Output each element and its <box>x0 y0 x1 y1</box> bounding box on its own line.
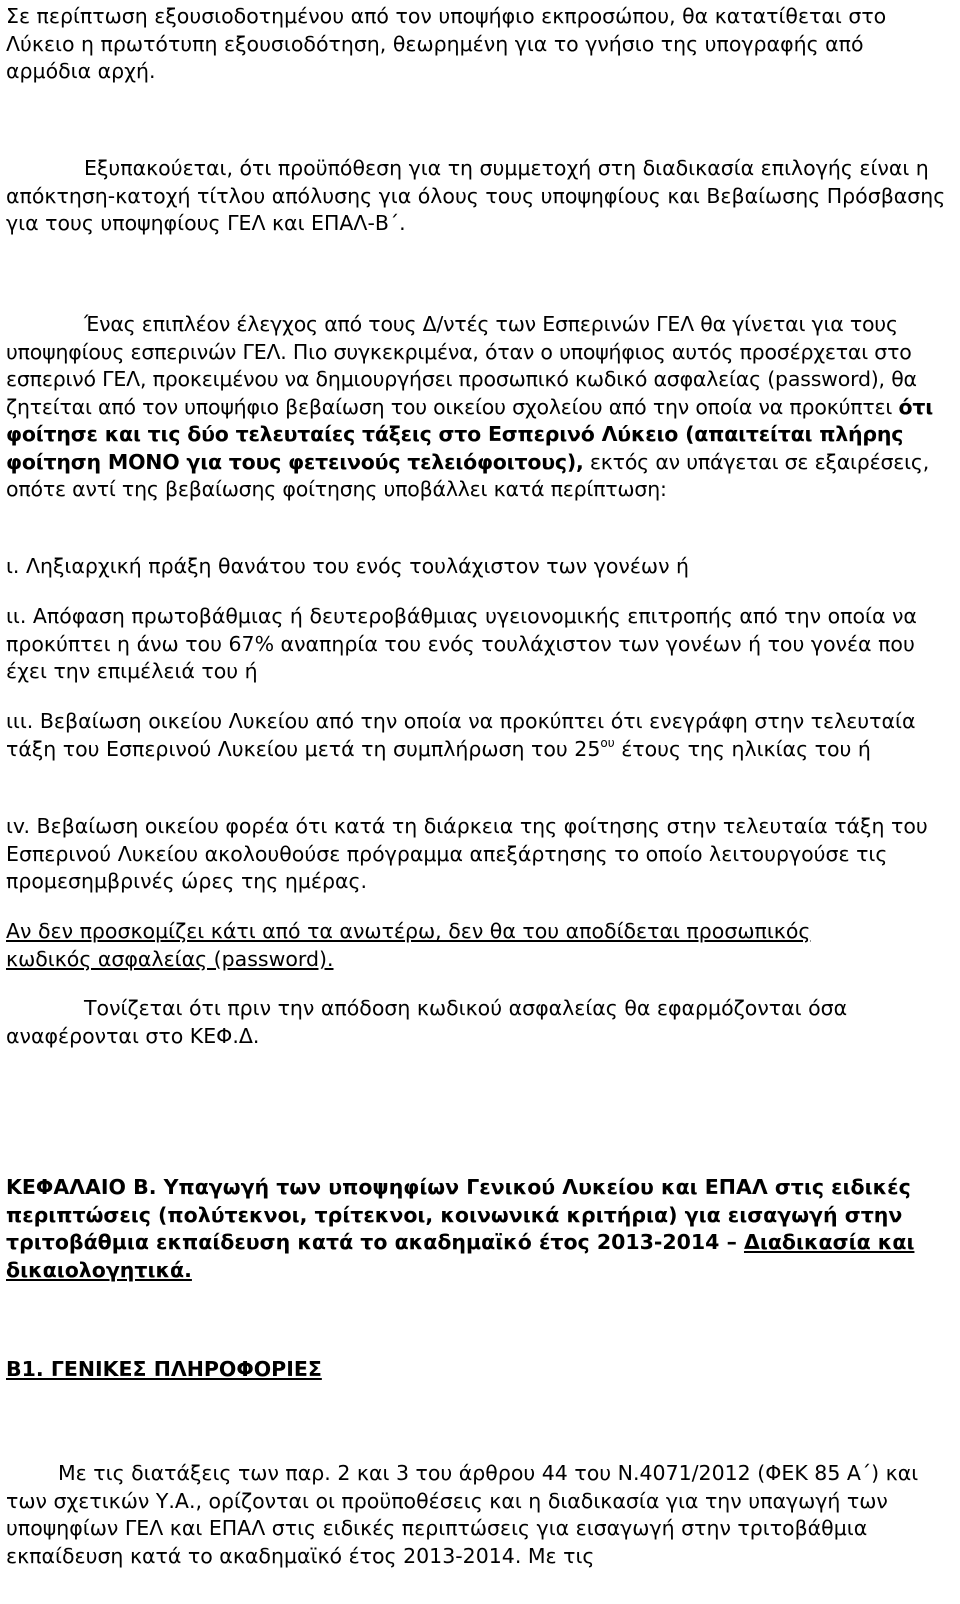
list-item-iii-end: έτους της ηλικίας του ή <box>621 736 871 761</box>
evening-check-text: Ένας επιπλέον έλεγχος από τους Δ/ντές των Εσπερινών ΓΕΛ θα γίνεται για τους υποψηφίους εσπερινών ΓΕΛ. Πιο συγκεκριμένα, όταν ο υποψήφιος αυτός προσέρχεται στο εσπερινό ΓΕΛ, προκειμένου να δημιουργήσει προσωπικό κωδικό ασφαλείας (password), θα ζητείται από τον υποψήφιο βεβαίωση του οικείου σχολείου από την οποία να προκύπτει <box>6 312 917 419</box>
list-item-iii-text: ιιι. Βεβαίωση οικείου Λυκείου από την οποία να προκύπτει ότι ενεγράφη στην τελευταία τάξη του Εσπερινού Λυκείου μετά τη συμπλήρωση του 25 <box>6 709 916 761</box>
evening-check-bold: ότι φοίτησε και τις δύο τελευταίες τάξεις στο Εσπερινό Λύκειο (απαιτείται πλήρης φοίτηση ΜΟΝΟ για τους φετεινούς τελειόφοιτους), <box>6 394 934 474</box>
list-item-i: ι. Ληξιαρχική πράξη θανάτου του ενός τουλάχιστον των γονέων ή <box>6 554 690 578</box>
paragraph-evening-check <box>6 311 950 504</box>
paragraph-authorization: Σε περίπτωση εξουσιοδοτημένου από τον υποψήφιο εκπροσώπου, θα κατατίθεται στο Λύκειο η πρωτότυπη εξουσιοδότηση, θεωρημένη για το γνήσιο της υπογραφής από αρμόδια αρχή. <box>6 4 887 83</box>
paragraph-provisions: Με τις διατάξεις των παρ. 2 και 3 του άρθρου 44 του Ν.4071/2012 (ΦΕΚ 85 Α΄) και των σχετικών Υ.Α., ορίζονται οι προϋποθέσεις και η διαδικασία για την υπαγωγή των υποψηφίων ΓΕΛ και ΕΠΑΛ στις ειδικές περιπτώσεις για εισαγωγή στην τριτοβάθμια εκπαίδευση κατά το ακαδημαϊκό έτος 2013-2014. Με τις <box>6 1461 919 1568</box>
evening-check-exceptions: εκτός αν υπάγεται σε εξαιρέσεις, οπότε αντί της βεβαίωσης φοίτησης υποβάλλει κατά περίπτωση: <box>6 449 930 501</box>
chapter-heading-text: ΚΕΦΑΛΑΙΟ Β. Υπαγωγή των υποψηφίων Γενικού Λυκείου και ΕΠΑΛ στις ειδικές περιπτώσεις (πολύτεκνοι, τρίτεκνοι, κοινωνικά κριτήρια) για εισαγωγή στην τριτοβάθμια εκπαίδευση κατά το ακαδημαϊκό έτος 2013-2014 – <box>6 1175 911 1254</box>
list-item-iii <box>6 708 950 763</box>
list-item-iv: ιv. Βεβαίωση οικείου φορέα ότι κατά τη διάρκεια της φοίτησης στην τελευταία τάξη του Εσπερινού Λυκείου ακολουθούσε πρόγραμμα απεξάρτησης το οποίο λειτουργούσε τις προμεσημβρινές ώρες της ημέρας. <box>6 814 928 893</box>
superscript-ordinal: ου <box>600 735 615 750</box>
section-heading: Β1. ΓΕΝΙΚΕΣ ΠΛΗΡΟΦΟΡΙΕΣ <box>6 1357 322 1381</box>
paragraph-kef-d: Τονίζεται ότι πριν την απόδοση κωδικού ασφαλείας θα εφαρμόζονται όσα αναφέρονται στο ΚΕΦ.Δ. <box>6 996 848 1048</box>
chapter-heading <box>6 1174 950 1284</box>
list-item-ii: ιι. Απόφαση πρωτοβάθμιας ή δευτεροβάθμιας υγειονομικής επιτροπής από την οποία να προκύπτει η άνω του 67% αναπηρία του ενός τουλάχιστον των γονέων ή του γονέα που έχει την επιμέλειά του ή <box>6 604 917 683</box>
chapter-heading-underlined: Διαδικασία και δικαιολογητικά. <box>6 1230 915 1282</box>
underlined-note: Αν δεν προσκομίζει κάτι από τα ανωτέρω, δεν θα του αποδίδεται προσωπικός κωδικός ασφαλείας (password). <box>6 919 811 971</box>
paragraph-prerequisite: Εξυπακούεται, ότι προϋπόθεση για τη συμμετοχή στη διαδικασία επιλογής είναι η απόκτηση-κατοχή τίτλου απόλυσης για όλους τους υποψηφίους και Βεβαίωσης Πρόσβασης για τους υποψηφίους ΓΕΛ και ΕΠΑΛ-Β΄. <box>6 156 946 235</box>
